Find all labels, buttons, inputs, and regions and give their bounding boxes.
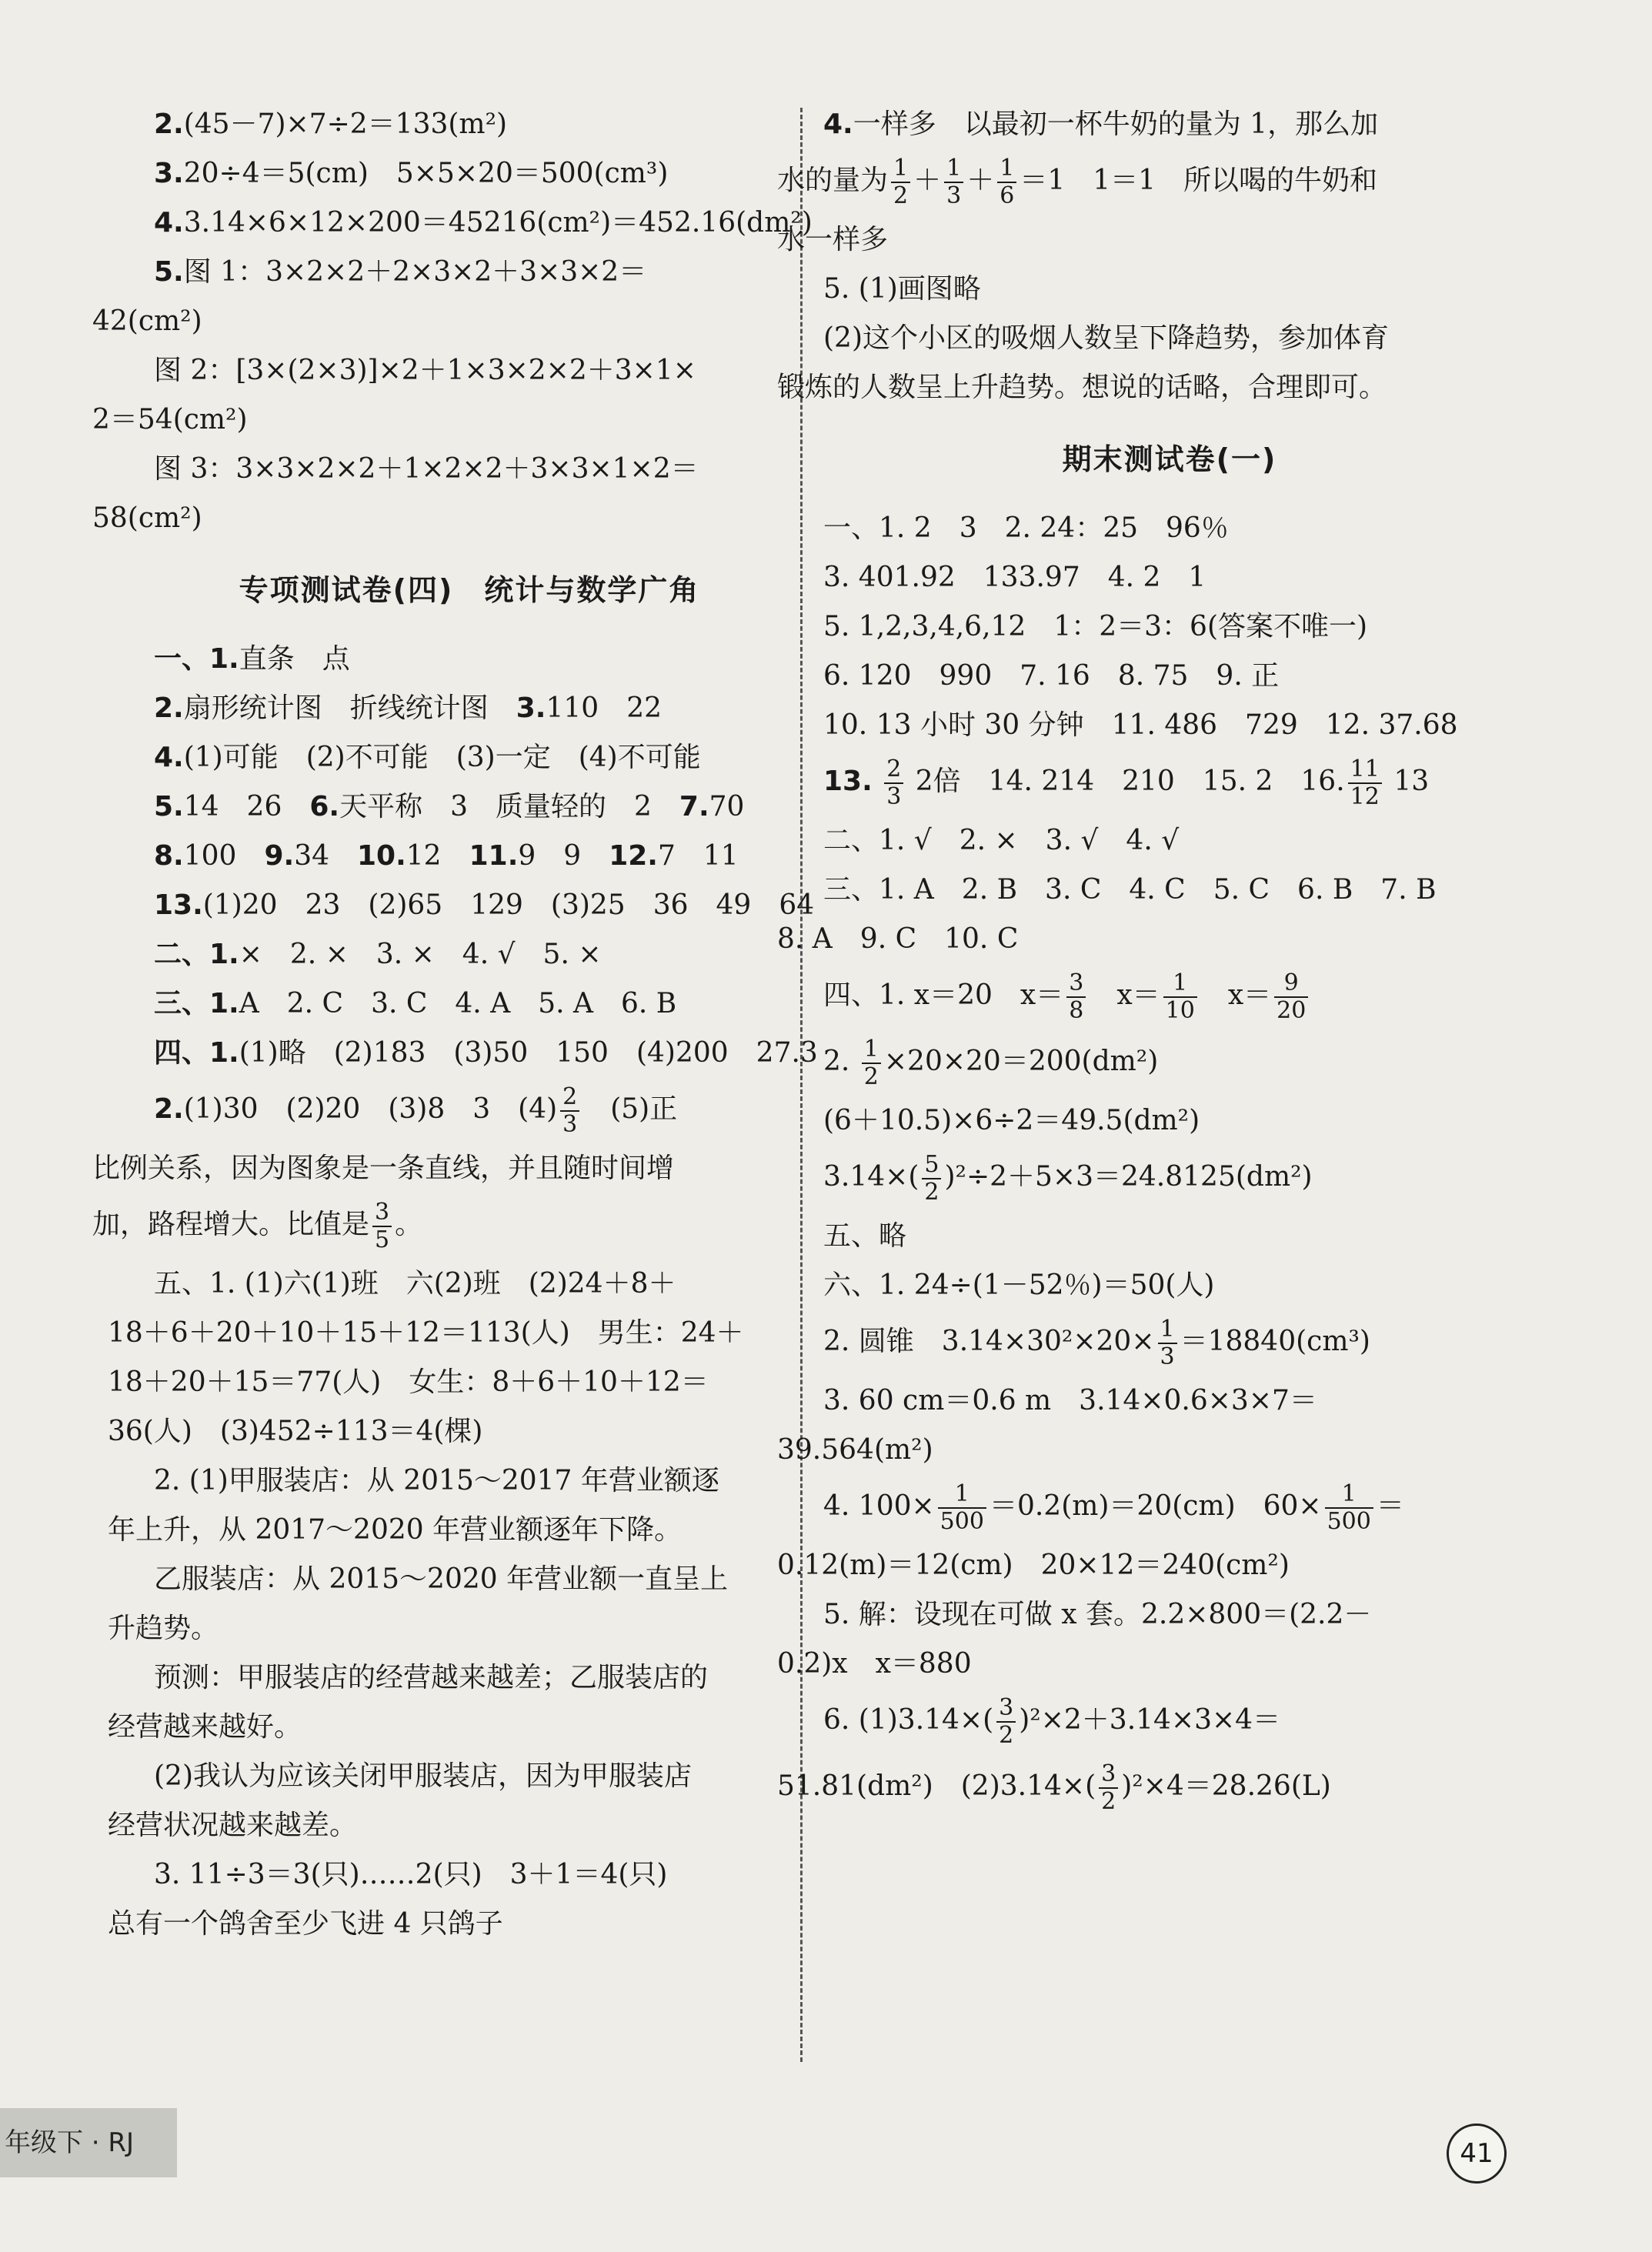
fraction: $\frac{1}{500}$ bbox=[938, 1483, 986, 1533]
answer-line: 4.3.14×6×12×200＝45216(cm²)＝452.16(dm²) bbox=[154, 207, 813, 239]
survey-answers bbox=[777, 272, 1516, 405]
answer-line: 3.14×( $\frac{5}{2}$ )²÷2＋5×3＝24.8125(dm²) bbox=[823, 1151, 1313, 1206]
answer-line: 3. 401.92 133.97 4. 2 1 bbox=[823, 562, 1206, 593]
final-test-answers bbox=[823, 512, 1516, 742]
section-title-special-test-4: 专项测试卷(四) 统计与数学广角 bbox=[239, 573, 700, 607]
answer-line: 4.一样多 以最初一杯牛奶的量为 1，那么加 bbox=[823, 108, 1379, 140]
answer-line: 六、1. 24÷(1－52％)＝50(人) bbox=[823, 1269, 1215, 1301]
answer-line: 18＋20＋15＝77(人) 女生：8＋6＋10＋12＝ bbox=[108, 1366, 709, 1398]
answer-line: 2.(1)30 (2)20 (3)8 3 (4) $\frac{2}{3}$ (5)正 bbox=[154, 1083, 678, 1138]
fraction: $\frac{9}{20}$ bbox=[1274, 972, 1308, 1023]
answer-line: 5.图 1：3×2×2＋2×3×2＋3×3×2＝ bbox=[154, 256, 647, 288]
fraction: $\frac{2}{3}$ bbox=[560, 1086, 579, 1136]
fraction: $\frac{3}{5}$ bbox=[372, 1201, 392, 1252]
answer-line: 5. 解：设现在可做 x 套。2.2×800＝(2.2－ bbox=[823, 1599, 1372, 1630]
answer-line: 58(cm²) bbox=[92, 502, 202, 534]
answer-line: 5. (1)画图略 bbox=[823, 273, 981, 305]
fraction: $\frac{1}{3}$ bbox=[944, 157, 963, 208]
answer-line: 2. (1)甲服装店：从 2015～2017 年营业额逐 bbox=[154, 1465, 719, 1496]
answer-line: 4. 100× $\frac{1}{500}$ ＝0.2(m)＝20(cm) 60× $\frac{1}{500}$ ＝ bbox=[823, 1480, 1404, 1535]
answer-line: 预测：甲服装店的经营越来越差；乙服装店的 bbox=[154, 1662, 709, 1693]
page-number: 41 bbox=[1447, 2124, 1507, 2184]
answer-line: 0.2)x x＝880 bbox=[777, 1648, 972, 1680]
answer-line: 13.(1)20 23 (2)65 129 (3)25 36 49 64 bbox=[154, 889, 815, 921]
fraction: $\frac{5}{2}$ bbox=[922, 1153, 941, 1204]
answer-line: 总有一个鸽舍至少飞进 4 只鸽子 bbox=[108, 1908, 503, 1940]
answer-line: 年上升，从 2017～2020 年营业额逐年下降。 bbox=[108, 1514, 682, 1546]
answer-line: 2.扇形统计图 折线统计图 3.110 22 bbox=[154, 692, 662, 724]
answer-line: 四、1.(1)略 (2)183 (3)50 150 (4)200 27.3 bbox=[154, 1037, 818, 1069]
answer-line: 39.564(m²) bbox=[777, 1434, 933, 1466]
answer-line: 锻炼的人数呈上升趋势。想说的话略，合理即可。 bbox=[777, 372, 1387, 403]
answer-line: 0.12(m)＝12(cm) 20×12＝240(cm²) bbox=[777, 1550, 1290, 1581]
right-column bbox=[777, 108, 1516, 1829]
answer-line: 51.81(dm²) (2)3.14×( $\frac{3}{2}$ )²×4＝28.26(L) bbox=[777, 1760, 1331, 1815]
answer-line: 加，路程增大。比值是 $\frac{3}{5}$ 。 bbox=[92, 1199, 423, 1253]
answer-line: 18＋6＋20＋10＋15＋12＝113(人) 男生：24＋ bbox=[108, 1317, 744, 1349]
fraction: $\frac{3}{2}$ bbox=[1099, 1763, 1118, 1813]
answer-line: 3. 60 cm＝0.6 m 3.14×0.6×3×7＝ bbox=[823, 1385, 1317, 1416]
answer-line: 8.100 9.34 10.12 11.9 9 12.7 11 bbox=[154, 840, 739, 872]
answer-line: 经营状况越来越差。 bbox=[108, 1810, 358, 1841]
answer-line: 乙服装店：从 2015～2020 年营业额一直呈上 bbox=[154, 1563, 729, 1595]
fraction: $\frac{3}{2}$ bbox=[996, 1697, 1016, 1747]
answer-line: 8. A 9. C 10. C bbox=[777, 923, 1019, 955]
answer-line: (6＋10.5)×6÷2＝49.5(dm²) bbox=[823, 1105, 1200, 1136]
answer-line: 2.(45－7)×7÷2＝133(m²) bbox=[154, 108, 508, 140]
answer-line: (2)这个小区的吸烟人数呈下降趋势，参加体育 bbox=[823, 322, 1389, 354]
fraction: $\frac{3}{8}$ bbox=[1066, 972, 1086, 1023]
answer-line: 三、1. A 2. B 3. C 4. C 5. C 6. B 7. B bbox=[823, 874, 1437, 906]
stats-answers bbox=[108, 1267, 785, 1941]
answer-line: 二、1. √ 2. × 3. √ 4. √ bbox=[823, 825, 1180, 856]
answer-line: 2. $\frac{1}{2}$ ×20×20＝200(dm²) bbox=[823, 1036, 1159, 1090]
answer-line: 13. $\frac{2}{3}$ 2倍 14. 214 210 15. 2 16. $\frac{11}{12}$ 13 bbox=[823, 756, 1430, 810]
fraction: $\frac{11}{12}$ bbox=[1348, 758, 1382, 809]
left-column bbox=[92, 108, 818, 1957]
answer-line: 二、1.× 2. × 3. × 4. √ 5. × bbox=[154, 939, 602, 970]
left-top-answers bbox=[92, 108, 813, 535]
fraction: $\frac{1}{2}$ bbox=[891, 157, 910, 208]
fraction: $\frac{2}{3}$ bbox=[884, 758, 903, 809]
grade-label: 年级下 · RJ bbox=[0, 2108, 177, 2177]
fraction: $\frac{1}{2}$ bbox=[862, 1038, 881, 1089]
answer-line: 比例关系，因为图象是一条直线，并且随时间增 bbox=[92, 1153, 675, 1184]
answer-line: 4.(1)可能 (2)不可能 (3)一定 (4)不可能 bbox=[154, 742, 701, 773]
answer-line: 图 3：3×3×2×2＋1×2×2＋3×3×1×2＝ bbox=[154, 453, 699, 485]
answer-line: 6. (1)3.14×( $\frac{3}{2}$ )²×2＋3.14×3×4＝ bbox=[823, 1694, 1281, 1749]
fraction: $\frac{1}{10}$ bbox=[1163, 972, 1197, 1023]
answer-line: 42(cm²) bbox=[92, 305, 202, 337]
answer-line: 水的量为 $\frac{1}{2}$ ＋ $\frac{1}{3}$ ＋ $\frac{1}{6}$ ＝1 1＝1 所以喝的牛奶和 bbox=[777, 155, 1378, 209]
answer-line: 三、1.A 2. C 3. C 4. A 5. A 6. B bbox=[154, 988, 677, 1019]
answer-line: 图 2：[3×(2×3)]×2＋1×3×2×2＋3×1× bbox=[154, 355, 696, 386]
answer-line: 五、略 bbox=[823, 1220, 907, 1252]
answer-line: 2＝54(cm²) bbox=[92, 404, 248, 435]
fraction: $\frac{1}{3}$ bbox=[1158, 1318, 1177, 1369]
answer-line: 四、1. x＝20 x＝ $\frac{3}{8}$ x＝ $\frac{1}{10}$ x＝ $\frac{9}{20}$ bbox=[823, 972, 1516, 1023]
section-title-final-test-1: 期末测试卷(一) bbox=[1062, 442, 1277, 476]
final-test-answers-2 bbox=[823, 824, 1516, 907]
fraction: $\frac{1}{500}$ bbox=[1325, 1483, 1373, 1533]
answer-line: 3. 11÷3＝3(只)……2(只) 3＋1＝4(只) bbox=[154, 1859, 668, 1890]
fraction: $\frac{1}{6}$ bbox=[997, 157, 1016, 208]
answer-line: 6. 120 990 7. 16 8. 75 9. 正 bbox=[823, 660, 1280, 692]
answer-line: 10. 13 小时 30 分钟 11. 486 729 12. 37.68 bbox=[823, 709, 1458, 741]
answer-line: 五、1. (1)六(1)班 六(2)班 (2)24＋8＋ bbox=[154, 1268, 676, 1299]
special-test-answers bbox=[92, 642, 818, 1253]
answer-line: 3.20÷4＝5(cm) 5×5×20＝500(cm³) bbox=[154, 158, 669, 189]
answer-line: 2. 圆锥 3.14×30²×20× $\frac{1}{3}$ ＝18840(cm³) bbox=[823, 1316, 1370, 1370]
answer-line: 5. 1,2,3,4,6,12 1：2＝3：6(答案不唯一) bbox=[823, 611, 1368, 642]
answer-line: 经营越来越好。 bbox=[108, 1711, 302, 1743]
answer-line: 升趋势。 bbox=[108, 1613, 219, 1644]
answer-line: 一、1.直条 点 bbox=[154, 643, 350, 675]
answer-line: 水一样多 bbox=[777, 224, 889, 255]
answer-line: 5.14 26 6.天平称 3 质量轻的 2 7.70 bbox=[154, 791, 745, 822]
answer-line: 36(人) (3)452÷113＝4(棵) bbox=[108, 1416, 483, 1447]
answer-line: 一、1. 2 3 2. 24：25 96％ bbox=[823, 512, 1229, 544]
answer-line: (2)我认为应该关闭甲服装店，因为甲服装店 bbox=[154, 1760, 692, 1792]
